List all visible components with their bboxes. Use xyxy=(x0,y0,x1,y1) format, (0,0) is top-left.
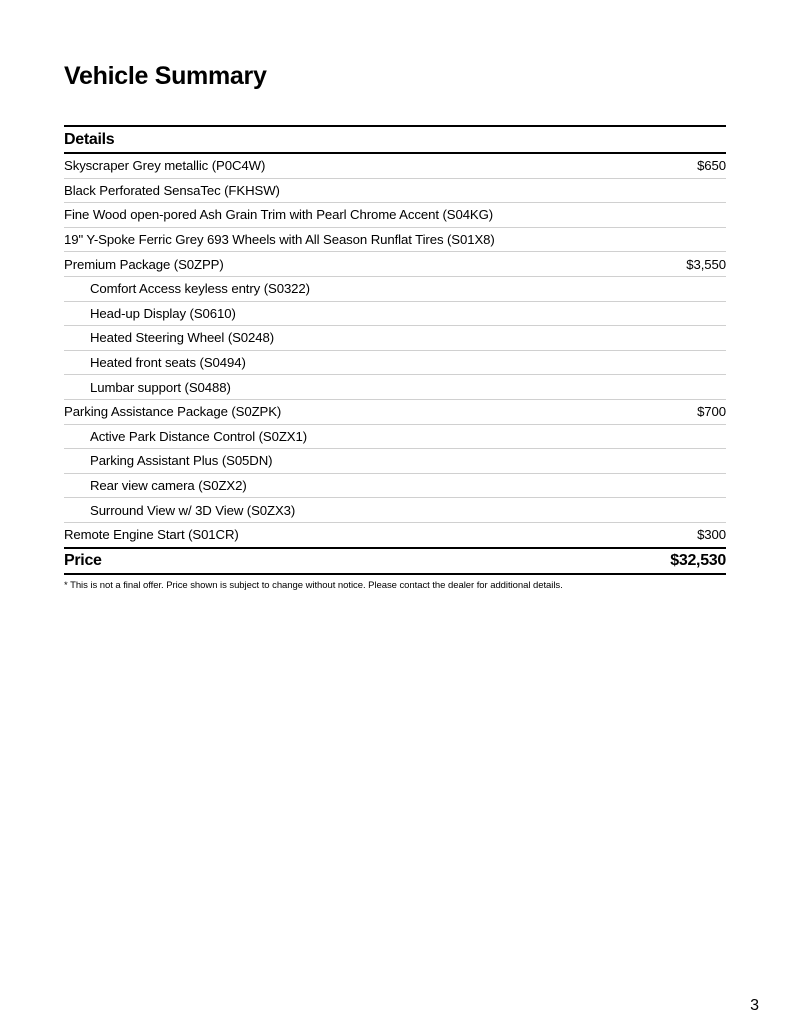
sub-line-item xyxy=(64,498,726,523)
line-item-name: Skyscraper Grey metallic (P0C4W) xyxy=(64,158,266,174)
sub-line-item xyxy=(64,351,726,376)
line-item-name: Head-up Display (S0610) xyxy=(90,305,236,321)
line-item-name: Heated front seats (S0494) xyxy=(90,355,246,371)
vehicle-summary-table xyxy=(64,125,726,591)
line-item xyxy=(64,252,726,277)
total-price-row xyxy=(64,547,726,575)
sub-line-item xyxy=(64,375,726,400)
line-item xyxy=(64,228,726,253)
page-title: Vehicle Summary xyxy=(64,62,267,90)
page-number: 3 xyxy=(750,997,759,1014)
line-item xyxy=(64,400,726,425)
line-item xyxy=(64,523,726,547)
sub-line-item xyxy=(64,449,726,474)
line-item-name: Surround View w/ 3D View (S0ZX3) xyxy=(90,502,296,518)
line-item-price: $3,550 xyxy=(686,256,726,272)
line-item-name: Parking Assistance Package (S0ZPK) xyxy=(64,404,282,420)
sub-line-item xyxy=(64,302,726,327)
line-item-price: $700 xyxy=(697,404,726,420)
line-item-name: Fine Wood open-pored Ash Grain Trim with Pearl Chrome Accent (S04KG) xyxy=(64,207,494,223)
line-item-price: $300 xyxy=(697,527,726,543)
sub-line-item xyxy=(64,425,726,450)
line-item-price: $650 xyxy=(697,158,726,174)
line-item-name: Rear view camera (S0ZX2) xyxy=(90,478,247,494)
line-item-name: 19" Y-Spoke Ferric Grey 693 Wheels with All Season Runflat Tires (S01X8) xyxy=(64,232,495,248)
disclaimer: * This is not a final offer. Price shown is subject to change without notice. Please contact the dealer for additional details. xyxy=(64,579,563,591)
line-item xyxy=(64,179,726,204)
line-item-name: Comfort Access keyless entry (S0322) xyxy=(90,281,310,297)
sub-line-item xyxy=(64,474,726,499)
line-item-name: Active Park Distance Control (S0ZX1) xyxy=(90,428,308,444)
line-item-name: Heated Steering Wheel (S0248) xyxy=(90,330,275,346)
line-item-list xyxy=(64,154,726,547)
line-item xyxy=(64,154,726,179)
line-item-name: Black Perforated SensaTec (FKHSW) xyxy=(64,182,280,198)
line-item-name: Remote Engine Start (S01CR) xyxy=(64,527,239,543)
price-label: Price xyxy=(64,551,102,569)
line-item-name: Lumbar support (S0488) xyxy=(90,379,231,395)
line-item-name: Parking Assistant Plus (S05DN) xyxy=(90,453,273,469)
details-heading: Details xyxy=(64,125,726,154)
sub-line-item xyxy=(64,277,726,302)
line-item xyxy=(64,203,726,228)
line-item-name: Premium Package (S0ZPP) xyxy=(64,256,224,272)
sub-line-item xyxy=(64,326,726,351)
price-value: $32,530 xyxy=(670,551,726,569)
